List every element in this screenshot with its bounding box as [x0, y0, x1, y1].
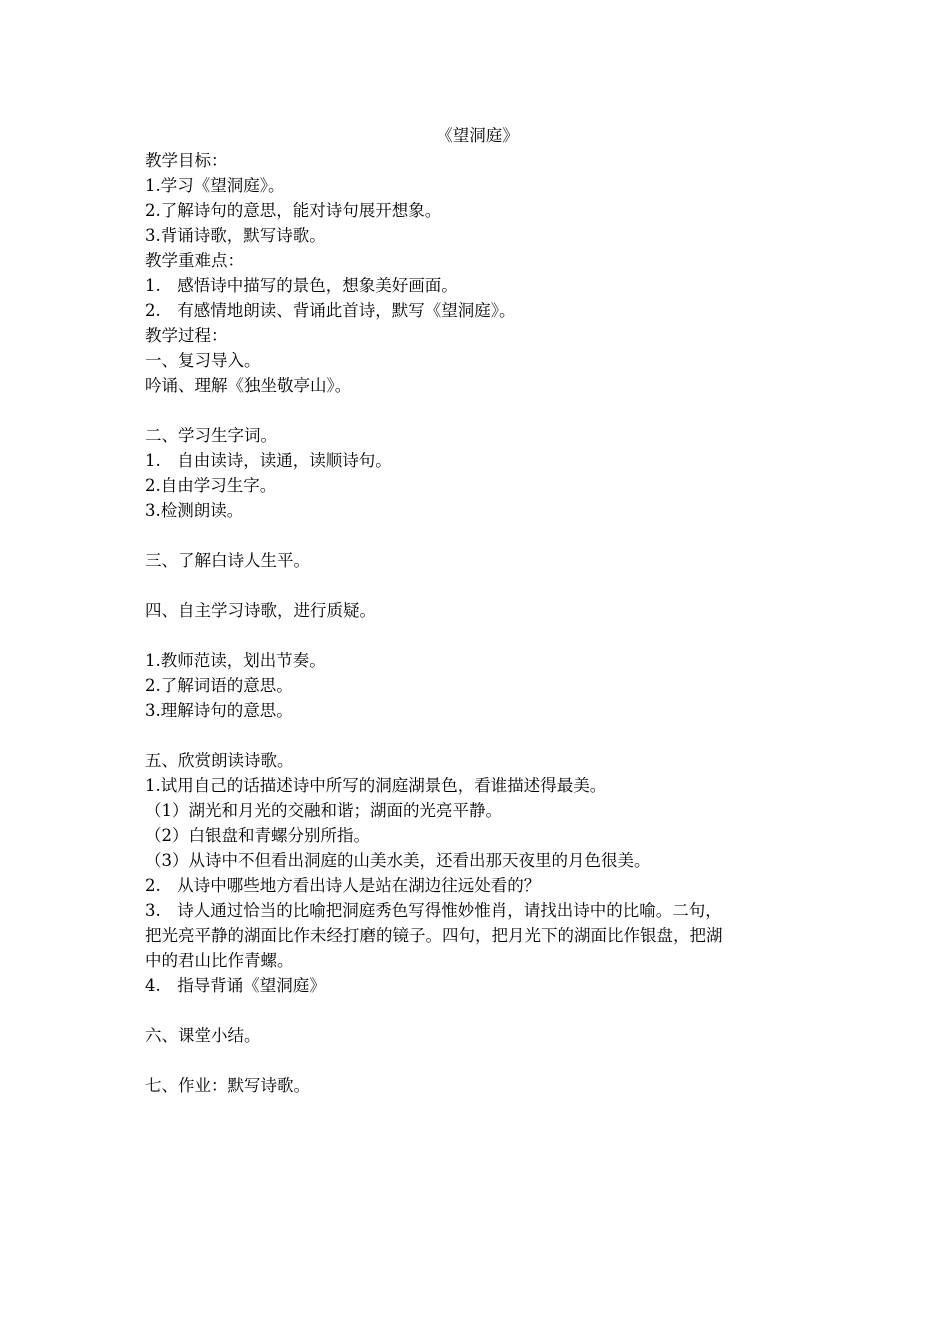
- text-line: 七、作业：默写诗歌。: [145, 1076, 310, 1095]
- text-line: 中的君山比作青螺。: [145, 951, 294, 970]
- text-line: 4. 指导背诵《望洞庭》: [145, 976, 326, 995]
- blank-line: [145, 573, 810, 598]
- text-line: 1.学习《望洞庭》。: [145, 176, 285, 195]
- text-line: 2. 有感情地朗读、背诵此首诗，默写《望洞庭》。: [145, 301, 516, 320]
- text-line: 一、复习导入。: [145, 351, 261, 370]
- blank-line: [145, 998, 810, 1023]
- text-line: 3. 诗人通过恰当的比喻把洞庭秀色写得惟妙惟肖，请找出诗中的比喻。二句，: [145, 901, 722, 920]
- text-line: 五、欣赏朗读诗歌。: [145, 751, 294, 770]
- text-line: 把光亮平静的湖面比作未经打磨的镜子。四句，把月光下的湖面比作银盘，把湖: [145, 926, 723, 945]
- blank-line: [145, 1048, 810, 1073]
- document-title: 《望洞庭》: [436, 126, 519, 145]
- text-line: 教学目标：: [145, 151, 228, 170]
- text-line: 1.教师范读，划出节奏。: [145, 651, 326, 670]
- text-line: 3.检测朗读。: [145, 501, 244, 520]
- text-line: 四、自主学习诗歌，进行质疑。: [145, 601, 376, 620]
- text-line: 3.背诵诗歌，默写诗歌。: [145, 226, 326, 245]
- text-line: 1. 自由读诗，读通，读顺诗句。: [145, 451, 392, 470]
- blank-line: [145, 723, 810, 748]
- text-line: 教学重难点：: [145, 251, 244, 270]
- text-line: （2）白银盘和青螺分别所指。: [145, 826, 370, 845]
- blank-line: [145, 523, 810, 548]
- text-line: 1. 感悟诗中描写的景色，想象美好画面。: [145, 276, 458, 295]
- text-line: （1）湖光和月光的交融和谐；湖面的光亮平静。: [145, 801, 502, 820]
- document-body: [145, 148, 810, 1098]
- text-line: 三、了解白诗人生平。: [145, 551, 310, 570]
- text-line: 3.理解诗句的意思。: [145, 701, 293, 720]
- text-line: （3）从诗中不但看出洞庭的山美水美，还看出那天夜里的月色很美。: [145, 851, 651, 870]
- text-line: 2.了解诗句的意思，能对诗句展开想象。: [145, 201, 442, 220]
- text-line: 二、学习生字词。: [145, 426, 277, 445]
- document-page: [145, 123, 810, 1098]
- text-line: 吟诵、理解《独坐敬亭山》。: [145, 376, 352, 395]
- text-line: 2.了解词语的意思。: [145, 676, 293, 695]
- blank-line: [145, 623, 810, 648]
- text-line: 2. 从诗中哪些地方看出诗人是站在湖边往远处看的？: [145, 876, 541, 895]
- text-line: 教学过程：: [145, 326, 228, 345]
- text-line: 六、课堂小结。: [145, 1026, 261, 1045]
- text-line: 1.试用自己的话描述诗中所写的洞庭湖景色，看谁描述得最美。: [145, 776, 607, 795]
- text-line: 2.自由学习生字。: [145, 476, 277, 495]
- blank-line: [145, 398, 810, 423]
